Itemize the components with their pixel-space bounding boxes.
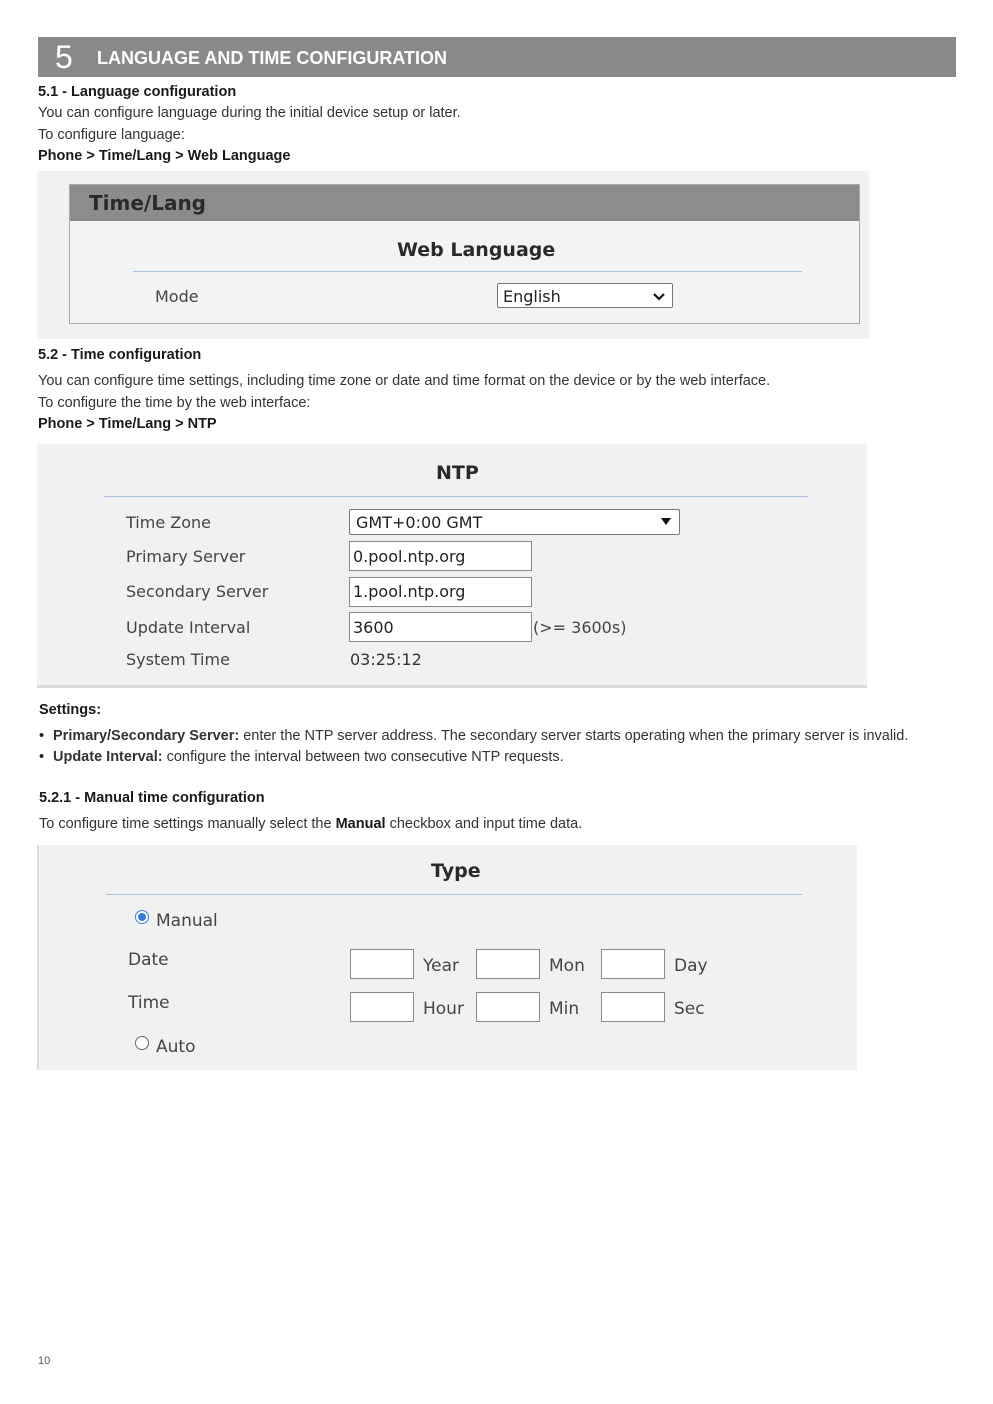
- manual-label: Manual: [156, 911, 218, 931]
- secondary-server-value: 1.pool.ntp.org: [353, 582, 466, 601]
- section-5-1-path: Phone > Time/Lang > Web Language: [38, 148, 291, 164]
- divider: [106, 894, 802, 895]
- update-interval-label: Update Interval: [126, 618, 251, 637]
- primary-server-label: Primary Server: [126, 547, 246, 566]
- bullet-term: Primary/Secondary Server:: [53, 728, 240, 744]
- secondary-server-label: Secondary Server: [126, 582, 269, 601]
- month-input[interactable]: [476, 949, 540, 979]
- chapter-title: LANGUAGE AND TIME CONFIGURATION: [97, 48, 447, 68]
- timelang-header: Time/Lang: [89, 191, 207, 215]
- panel-bottom-edge: [37, 685, 867, 688]
- manual-radio[interactable]: [135, 910, 149, 924]
- time-zone-label: Time Zone: [126, 513, 211, 532]
- text-part: checkbox and input time data.: [385, 816, 583, 832]
- day-input[interactable]: [601, 949, 665, 979]
- text-part: To configure time settings manually select the: [39, 816, 336, 832]
- bullet-term: Update Interval:: [53, 749, 163, 765]
- bullet-text: configure the interval between two consecutive NTP requests.: [162, 749, 564, 765]
- second-label: Sec: [674, 999, 705, 1019]
- section-5-2-1-text: [39, 815, 582, 833]
- time-label: Time: [128, 993, 170, 1013]
- hour-label: Hour: [423, 999, 464, 1019]
- year-label: Year: [423, 956, 459, 976]
- type-title: Type: [431, 860, 481, 882]
- section-5-1-heading: 5.1 - Language configuration: [38, 84, 237, 100]
- minute-label: Min: [549, 999, 580, 1019]
- auto-radio[interactable]: [135, 1036, 149, 1050]
- minute-input[interactable]: [476, 992, 540, 1022]
- ntp-title: NTP: [436, 462, 479, 484]
- update-interval-value: 3600: [353, 618, 394, 637]
- section-5-2-heading: 5.2 - Time configuration: [38, 347, 202, 363]
- list-item: • Primary/Secondary Server: enter the NTP server address. The secondary server starts operating when the primary server is invalid.: [39, 728, 909, 744]
- page-number: 10: [38, 1355, 51, 1367]
- system-time-label: System Time: [126, 650, 230, 669]
- section-5-2-path: Phone > Time/Lang > NTP: [38, 416, 217, 432]
- update-interval-hint: (>= 3600s): [533, 618, 627, 637]
- primary-server-value: 0.pool.ntp.org: [353, 547, 466, 566]
- section-5-1-line1: You can configure language during the initial device setup or later.: [38, 105, 461, 121]
- section-5-2-line2: To configure the time by the web interface:: [38, 395, 311, 411]
- hour-input[interactable]: [350, 992, 414, 1022]
- system-time-value: 03:25:12: [350, 650, 422, 669]
- time-zone-value: GMT+0:00 GMT: [356, 513, 483, 532]
- chevron-down-icon: [652, 286, 666, 311]
- divider: [133, 271, 802, 272]
- dropdown-arrow-icon: [660, 511, 672, 537]
- section-5-1-line2: To configure language:: [38, 127, 185, 143]
- list-item: • Update Interval: configure the interval between two consecutive NTP requests.: [39, 749, 564, 765]
- auto-label: Auto: [156, 1037, 196, 1057]
- date-label: Date: [128, 950, 169, 970]
- second-input[interactable]: [601, 992, 665, 1022]
- bullet-text: enter the NTP server address. The secondary server starts operating when the primary server is invalid.: [239, 728, 909, 744]
- section-5-2-line1: You can configure time settings, including time zone or date and time format on the device or by the web interface.: [38, 373, 771, 389]
- year-input[interactable]: [350, 949, 414, 979]
- divider: [104, 496, 808, 497]
- section-5-2-1-heading: 5.2.1 - Manual time configuration: [39, 790, 265, 806]
- mode-label: Mode: [155, 287, 199, 306]
- text-bold: Manual: [335, 816, 386, 832]
- chapter-number: 5: [55, 39, 73, 75]
- mode-select-value: English: [503, 287, 561, 306]
- web-language-title: Web Language: [397, 239, 556, 261]
- settings-heading: Settings:: [39, 702, 102, 718]
- day-label: Day: [674, 956, 708, 976]
- month-label: Mon: [549, 956, 585, 976]
